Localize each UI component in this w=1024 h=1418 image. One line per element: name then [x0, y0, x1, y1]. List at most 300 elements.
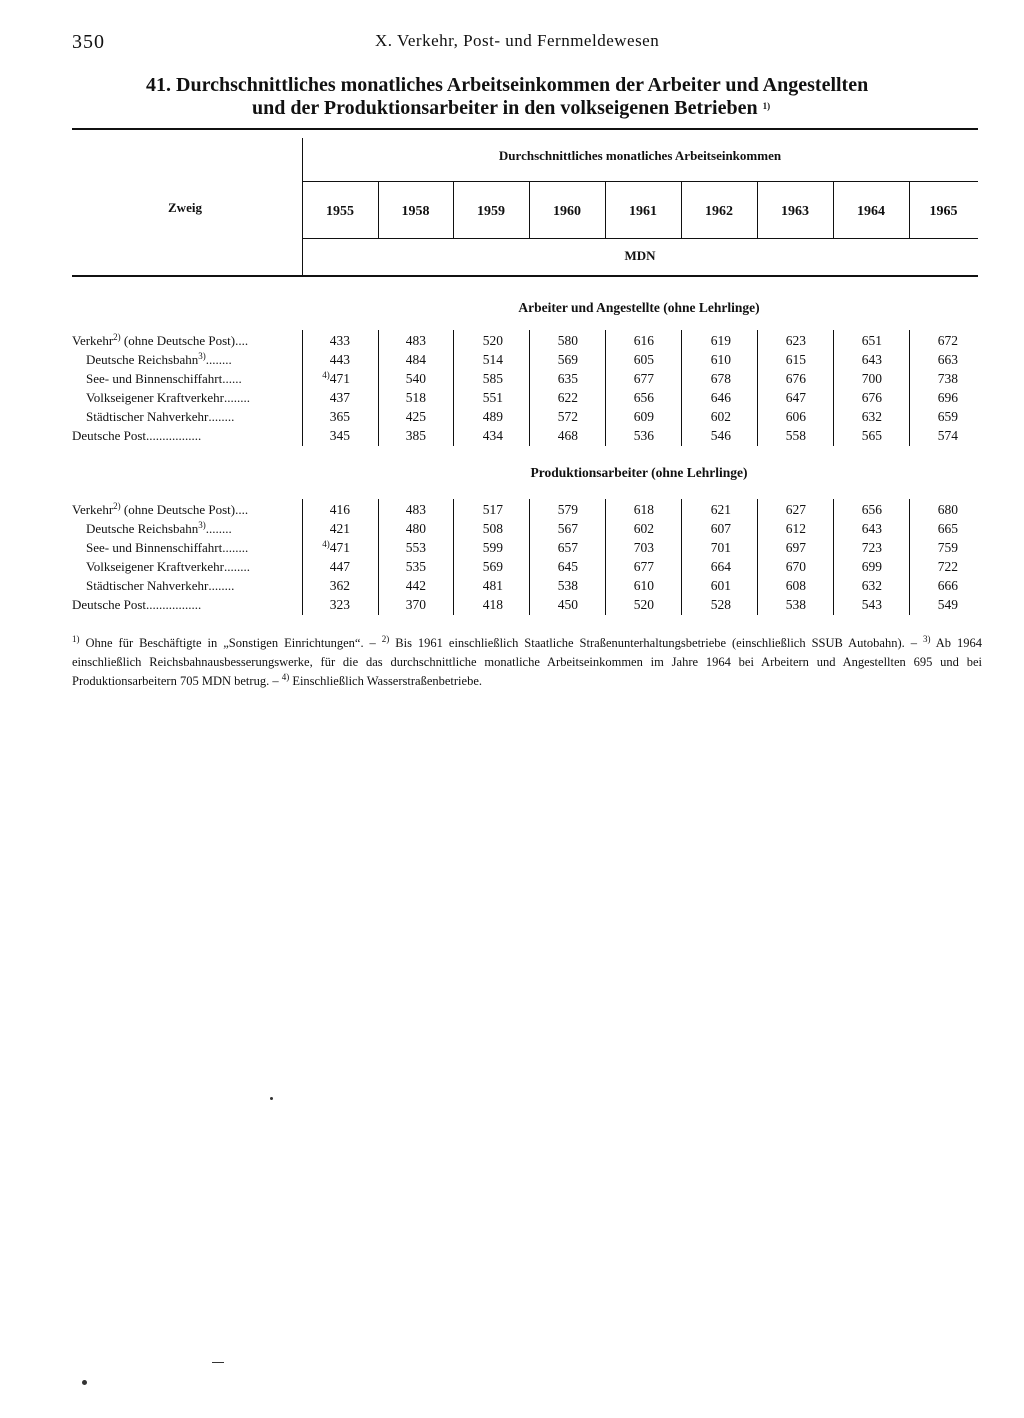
cell-value: 484 [405, 352, 426, 367]
cell-value: 656 [861, 502, 882, 517]
cell-value: 635 [557, 371, 578, 386]
table-title-line-2 [130, 97, 960, 120]
cell-value: 672 [937, 333, 958, 348]
value-cell-1961 [594, 371, 654, 387]
cell-value: 618 [633, 502, 654, 517]
value-cell-1965 [898, 428, 958, 444]
cell-value: 700 [861, 371, 882, 386]
row-label-suffix: (ohne Deutsche Post) [120, 333, 236, 348]
scan-speck [82, 1380, 87, 1385]
value-cell-1955 [290, 390, 350, 406]
cell-value: 433 [329, 333, 350, 348]
leader-dots: .... [235, 502, 249, 517]
year-column-rule [909, 181, 910, 239]
leader-dots: .... [235, 333, 249, 348]
cell-value: 678 [710, 371, 731, 386]
table-row [0, 502, 1024, 521]
row-label-text: Städtischer Nahverkehr [86, 578, 209, 593]
cell-value: 677 [633, 371, 654, 386]
value-cell-1959 [443, 540, 503, 556]
row-label [86, 540, 248, 556]
value-cell-1962 [671, 578, 731, 594]
cell-value: 551 [482, 390, 503, 405]
row-label [86, 371, 242, 387]
value-cell-1964 [822, 333, 882, 349]
footnote-text: Bis 1961 einschließlich Staatliche Straßenunterhaltungsbetriebe (einschließlich SSUB Autobahn). – [389, 636, 923, 650]
section-title-produktionsarbeiter: Produktionsarbeiter (ohne Lehrlinge) [530, 465, 748, 480]
row-label-text: Städtischer Nahverkehr [86, 409, 209, 424]
year-header-1964: 1964 [857, 204, 885, 219]
value-cell-1958 [366, 390, 426, 406]
row-label-footnote-ref: 2) [113, 501, 121, 511]
row-label [86, 578, 234, 594]
cell-value: 676 [785, 371, 806, 386]
cell-value: 664 [710, 559, 731, 574]
value-cell-1963 [746, 559, 806, 575]
value-cell-1961 [594, 502, 654, 518]
cell-footnote-ref: 4) [322, 370, 330, 380]
cell-value: 621 [710, 502, 731, 517]
cell-value: 546 [710, 428, 731, 443]
value-cell-1958 [366, 409, 426, 425]
year-column-rule [833, 181, 834, 239]
year-header-1962: 1962 [705, 204, 733, 219]
table-row [0, 390, 1024, 409]
cell-value: 738 [937, 371, 958, 386]
table-row [0, 540, 1024, 559]
row-label-text: Verkehr [72, 502, 114, 517]
cell-value: 540 [405, 371, 426, 386]
cell-value: 722 [937, 559, 958, 574]
value-cell-1960 [518, 371, 578, 387]
cell-value: 659 [937, 409, 958, 424]
cell-value: 609 [633, 409, 654, 424]
value-cell-1965 [898, 502, 958, 518]
row-label [72, 597, 201, 613]
value-cell-1955 [290, 597, 350, 613]
value-cell-1961 [594, 352, 654, 368]
value-cell-1962 [671, 409, 731, 425]
row-label-footnote-ref: 2) [113, 332, 121, 342]
cell-value: 520 [633, 597, 654, 612]
scan-speck [270, 1097, 273, 1100]
cell-value: 656 [633, 390, 654, 405]
value-cell-1962 [671, 352, 731, 368]
value-cell-1965 [898, 371, 958, 387]
cell-value: 651 [861, 333, 882, 348]
value-cell-1961 [594, 578, 654, 594]
value-cell-1965 [898, 521, 958, 537]
value-cell-1965 [898, 597, 958, 613]
year-column-rule [681, 181, 682, 239]
row-label-text: Verkehr [72, 333, 114, 348]
cell-value: 723 [861, 540, 882, 555]
value-cell-1963 [746, 540, 806, 556]
cell-value: 610 [710, 352, 731, 367]
row-label [86, 521, 232, 537]
row-label [86, 559, 250, 575]
cell-value: 416 [329, 502, 350, 517]
cell-value: 601 [710, 578, 731, 593]
footnote-mark: 2) [381, 634, 390, 644]
value-cell-1963 [746, 502, 806, 518]
cell-value: 385 [405, 428, 426, 443]
cell-value: 615 [785, 352, 806, 367]
table-row [0, 578, 1024, 597]
row-label-text: Deutsche Reichsbahn [86, 521, 199, 536]
value-cell-1965 [898, 409, 958, 425]
title-footnote-ref: 1) [762, 101, 771, 111]
value-cell-1960 [518, 597, 578, 613]
cell-value: 643 [861, 352, 882, 367]
cell-value: 699 [861, 559, 882, 574]
cell-value: 608 [785, 578, 806, 593]
row-label [72, 502, 248, 518]
cell-value: 345 [329, 428, 350, 443]
value-cell-1959 [443, 428, 503, 444]
value-cell-1955 [290, 540, 350, 556]
table-row [0, 597, 1024, 616]
value-cell-1959 [443, 390, 503, 406]
cell-value: 759 [937, 540, 958, 555]
cell-value: 447 [329, 559, 350, 574]
leader-dots: ........ [208, 409, 235, 424]
cell-value: 646 [710, 390, 731, 405]
row-label [86, 390, 250, 406]
row-label-text: Volkseigener Kraftverkehr [86, 559, 225, 574]
cell-value: 365 [329, 409, 350, 424]
year-column-rule [757, 181, 758, 239]
row-label-text: Volkseigener Kraftverkehr [86, 390, 225, 405]
value-cell-1960 [518, 502, 578, 518]
value-cell-1965 [898, 540, 958, 556]
value-cell-1964 [822, 390, 882, 406]
cell-value: 670 [785, 559, 806, 574]
value-cell-1958 [366, 333, 426, 349]
value-cell-1960 [518, 428, 578, 444]
value-cell-1964 [822, 559, 882, 575]
cell-value: 697 [785, 540, 806, 555]
cell-value: 606 [785, 409, 806, 424]
cell-value: 616 [633, 333, 654, 348]
cell-value: 549 [937, 597, 958, 612]
table-title [130, 74, 960, 120]
table-top-rule [72, 128, 978, 130]
cell-value: 362 [329, 578, 350, 593]
cell-value: 572 [557, 409, 578, 424]
value-cell-1959 [443, 409, 503, 425]
row-label-text: Deutsche Post [72, 428, 147, 443]
cell-value: 580 [557, 333, 578, 348]
value-cell-1964 [822, 502, 882, 518]
value-cell-1965 [898, 390, 958, 406]
leader-dots: ........ [205, 352, 232, 367]
cell-value: 514 [482, 352, 503, 367]
value-cell-1962 [671, 371, 731, 387]
cell-value: 489 [482, 409, 503, 424]
cell-value: 481 [482, 578, 503, 593]
cell-value: 602 [710, 409, 731, 424]
value-cell-1962 [671, 502, 731, 518]
value-cell-1955 [290, 521, 350, 537]
value-cell-1955 [290, 333, 350, 349]
cell-value: 517 [482, 502, 503, 517]
value-cell-1959 [443, 597, 503, 613]
year-column-rule [605, 181, 606, 239]
value-cell-1955 [290, 409, 350, 425]
year-header-1965: 1965 [929, 204, 958, 219]
value-cell-1961 [594, 597, 654, 613]
value-cell-1958 [366, 502, 426, 518]
cell-value: 574 [937, 428, 958, 443]
table-row [0, 521, 1024, 540]
cell-value: 543 [861, 597, 882, 612]
cell-value: 622 [557, 390, 578, 405]
cell-value: 442 [405, 578, 426, 593]
value-cell-1964 [822, 371, 882, 387]
cell-value: 468 [557, 428, 578, 443]
cell-value: 434 [482, 428, 503, 443]
row-header-zweig: Zweig [168, 200, 202, 215]
value-cell-1961 [594, 390, 654, 406]
leader-dots: ........ [224, 559, 251, 574]
value-cell-1958 [366, 521, 426, 537]
cell-value: 535 [405, 559, 426, 574]
row-label [86, 409, 234, 425]
cell-value: 421 [329, 521, 350, 536]
footnote-text: Ab 1964 einschließlich Reichsbahnausbesserungswerke, für die das durchschnittliche monatliche Arbeitseinkommen im Jahre 1964 bei Arbeitern und Angestellten 695 und bei Produktionsarbeitern 705 MDN betrug. – [72, 636, 982, 688]
table-row [0, 333, 1024, 352]
unit-rule [302, 238, 978, 239]
cell-value: 565 [861, 428, 882, 443]
footnotes [72, 634, 982, 691]
year-column-rule [453, 181, 454, 239]
value-cell-1959 [443, 578, 503, 594]
value-cell-1961 [594, 428, 654, 444]
value-cell-1962 [671, 428, 731, 444]
running-head: X. Verkehr, Post- und Fernmeldewesen [375, 31, 660, 50]
cell-value: 680 [937, 502, 958, 517]
value-cell-1963 [746, 333, 806, 349]
year-column-rule [529, 181, 530, 239]
value-cell-1964 [822, 597, 882, 613]
footnote-text: Einschließlich Wasserstraßenbetriebe. [289, 674, 482, 688]
year-header-1959: 1959 [477, 204, 505, 219]
leader-dots: ........ [224, 390, 251, 405]
table-row [0, 409, 1024, 428]
value-cell-1960 [518, 559, 578, 575]
cell-value: 520 [482, 333, 503, 348]
value-cell-1965 [898, 352, 958, 368]
value-cell-1964 [822, 540, 882, 556]
row-label [72, 333, 248, 349]
value-cell-1958 [366, 428, 426, 444]
year-header-1955: 1955 [326, 204, 354, 219]
year-header-1963: 1963 [781, 204, 809, 219]
footnote-mark: 4) [281, 672, 290, 682]
cell-value: 569 [482, 559, 503, 574]
footnote-mark: 1) [72, 634, 80, 644]
row-label-text: Deutsche Reichsbahn [86, 352, 199, 367]
year-column-rule [378, 181, 379, 239]
value-cell-1962 [671, 540, 731, 556]
row-label-suffix: (ohne Deutsche Post) [120, 502, 236, 517]
value-cell-1965 [898, 333, 958, 349]
leader-dots: ........ [205, 521, 232, 536]
cell-value: 508 [482, 521, 503, 536]
cell-value: 703 [633, 540, 654, 555]
value-cell-1958 [366, 597, 426, 613]
leader-dots: ...... [222, 371, 242, 386]
table-row [0, 352, 1024, 371]
value-cell-1961 [594, 409, 654, 425]
cell-value: 647 [785, 390, 806, 405]
row-label [72, 428, 201, 444]
cell-value: 643 [861, 521, 882, 536]
year-group-rule [302, 181, 978, 182]
value-cell-1960 [518, 409, 578, 425]
value-cell-1962 [671, 559, 731, 575]
section-title-arbeiter-angestellte: Arbeiter und Angestellte (ohne Lehrlinge) [518, 300, 760, 315]
year-header-1961: 1961 [629, 204, 657, 219]
value-cell-1960 [518, 390, 578, 406]
value-cell-1963 [746, 409, 806, 425]
cell-value: 619 [710, 333, 731, 348]
cell-value: 370 [405, 597, 426, 612]
value-cell-1958 [366, 371, 426, 387]
cell-value: 443 [329, 352, 350, 367]
cell-value: 528 [710, 597, 731, 612]
table-row [0, 371, 1024, 390]
value-cell-1960 [518, 521, 578, 537]
cell-value: 666 [937, 578, 958, 593]
cell-value: 696 [937, 390, 958, 405]
cell-value: 610 [633, 578, 654, 593]
cell-value: 538 [785, 597, 806, 612]
value-cell-1962 [671, 390, 731, 406]
table-title-line-2-text: und der Produktionsarbeiter in den volkseigenen Betrieben [252, 97, 758, 119]
value-cell-1960 [518, 540, 578, 556]
value-cell-1963 [746, 428, 806, 444]
value-cell-1962 [671, 521, 731, 537]
table-row [0, 559, 1024, 578]
cell-value: 425 [405, 409, 426, 424]
cell-value: 437 [329, 390, 350, 405]
value-cell-1961 [594, 521, 654, 537]
cell-value: 605 [633, 352, 654, 367]
year-header-1960: 1960 [553, 204, 581, 219]
value-cell-1963 [746, 371, 806, 387]
cell-value: 632 [861, 409, 882, 424]
value-cell-1964 [822, 352, 882, 368]
cell-value: 676 [861, 390, 882, 405]
value-cell-1955 [290, 428, 350, 444]
cell-value: 558 [785, 428, 806, 443]
value-cell-1964 [822, 428, 882, 444]
leader-dots: ................. [146, 428, 202, 443]
cell-value: 323 [329, 597, 350, 612]
year-header-1958: 1958 [401, 204, 430, 219]
scan-speck [212, 1362, 224, 1363]
leader-dots: ........ [208, 578, 235, 593]
cell-value: 471 [329, 540, 350, 555]
cell-value: 657 [557, 540, 578, 555]
value-cell-1964 [822, 409, 882, 425]
value-cell-1959 [443, 333, 503, 349]
value-cell-1958 [366, 578, 426, 594]
cell-value: 665 [937, 521, 958, 536]
row-label-text: See- und Binnenschiffahrt [86, 540, 223, 555]
cell-value: 627 [785, 502, 806, 517]
leader-dots: ........ [222, 540, 249, 555]
cell-value: 553 [405, 540, 426, 555]
table-row [0, 428, 1024, 447]
value-cell-1960 [518, 352, 578, 368]
value-cell-1964 [822, 521, 882, 537]
row-label-footnote-ref: 3) [198, 520, 206, 530]
cell-footnote-ref: 4) [322, 539, 330, 549]
value-cell-1963 [746, 578, 806, 594]
cell-value: 607 [710, 521, 731, 536]
row-label-footnote-ref: 3) [198, 351, 206, 361]
header-bottom-rule [72, 275, 978, 277]
value-cell-1955 [290, 502, 350, 518]
value-cell-1959 [443, 371, 503, 387]
cell-value: 579 [557, 502, 578, 517]
row-label-text: Deutsche Post [72, 597, 147, 612]
column-group-header: Durchschnittliches monatliches Arbeitseinkommen [498, 148, 782, 163]
value-cell-1965 [898, 578, 958, 594]
cell-value: 518 [405, 390, 426, 405]
cell-value: 483 [405, 333, 426, 348]
value-cell-1960 [518, 578, 578, 594]
cell-value: 677 [633, 559, 654, 574]
footnote-text: Ohne für Beschäftigte in „Sonstigen Einrichtungen“. – [79, 636, 382, 650]
cell-value: 536 [633, 428, 654, 443]
value-cell-1962 [671, 597, 731, 613]
footnote-mark: 3) [922, 634, 931, 644]
row-label-text: See- und Binnenschiffahrt [86, 371, 223, 386]
value-cell-1962 [671, 333, 731, 349]
value-cell-1955 [290, 578, 350, 594]
cell-value: 585 [482, 371, 503, 386]
value-cell-1960 [518, 333, 578, 349]
value-cell-1959 [443, 502, 503, 518]
value-cell-1963 [746, 390, 806, 406]
value-cell-1963 [746, 521, 806, 537]
cell-value: 612 [785, 521, 806, 536]
value-cell-1964 [822, 578, 882, 594]
value-cell-1958 [366, 540, 426, 556]
cell-value: 602 [633, 521, 654, 536]
table-title-line-1: 41. Durchschnittliches monatliches Arbeitseinkommen der Arbeiter und Angestellten [146, 74, 869, 96]
value-cell-1958 [366, 352, 426, 368]
value-cell-1959 [443, 521, 503, 537]
row-label [86, 352, 232, 368]
value-cell-1961 [594, 333, 654, 349]
cell-value: 480 [405, 521, 426, 536]
value-cell-1959 [443, 559, 503, 575]
cell-value: 538 [557, 578, 578, 593]
cell-value: 418 [482, 597, 503, 612]
cell-value: 623 [785, 333, 806, 348]
value-cell-1958 [366, 559, 426, 575]
cell-value: 567 [557, 521, 578, 536]
cell-value: 632 [861, 578, 882, 593]
value-cell-1955 [290, 559, 350, 575]
cell-value: 663 [937, 352, 958, 367]
value-cell-1955 [290, 352, 350, 368]
